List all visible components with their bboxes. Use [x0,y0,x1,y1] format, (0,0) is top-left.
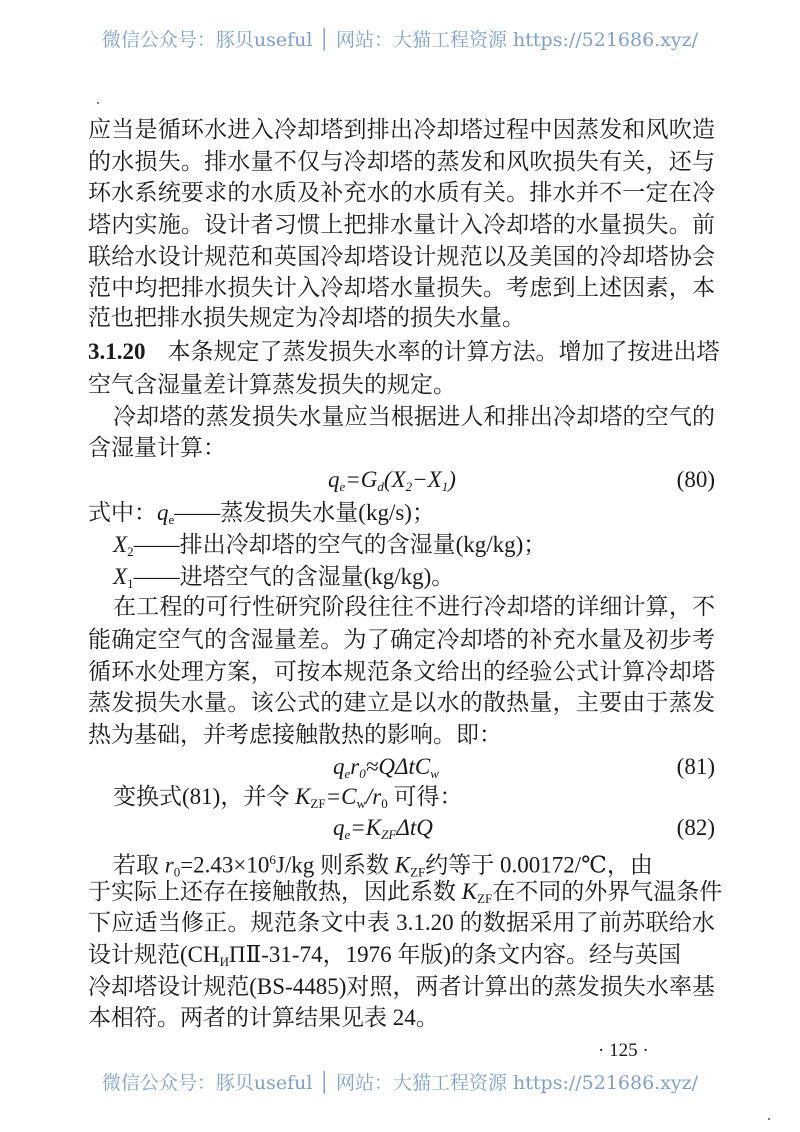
text-line: 于实际上还存在接触散热，因此系数 $K_{ZF}$在不同的外界气温条件 [88,879,723,906]
text-line: 冷却塔设计规范(BS-4485)对照，两者计算出的蒸发损失水率基 [88,974,715,999]
text-line: 蒸发损失水量。该公式的建立是以水的散热量，主要由于蒸发 [88,690,715,715]
text-line: 范也把排水损失规定为冷却塔的损失水量。 [88,305,525,330]
text-line: 能确定空气的含湿量差。为了确定冷却塔的补充水量及初步考 [88,627,715,652]
text-line: 设计规范($CH_И\Pi Ⅱ-31-74$，1976 年版)的条文内容。经与英国 [88,942,681,969]
text-line: 若取 $r_0=2.43\times 10^6J/kg$ 则系数 $K_{ZF}$约等于 0.00172/℃，由 [113,852,653,880]
text-line: 变换式(81)，并令 $K_{ZF}=C_w/r_0$ 可得： [113,784,463,811]
text-line: 空气含湿量差计算蒸发损失的规定。 [88,372,456,397]
scan-speck [768,1118,770,1120]
text-line: 含湿量计算： [88,435,226,460]
text-line: 在工程的可行性研究阶段往往不进行冷却塔的详细计算，不 [113,594,715,619]
section-text: 本条规定了蒸发损失水率的计算方法。增加了按进出塔 [167,339,720,364]
equation-82: $q_e=K_{ZF}\Delta tQ$ [333,815,433,842]
equation-81: $q_er_0\approx Q\Delta tC_w$ [333,754,439,781]
equation-number: (80) [676,467,715,492]
watermark-bottom: 微信公众号：豚贝useful │ 网站：大猫工程资源 https://521686.xyz/ [101,1072,699,1094]
text-line: 的水损失。排水量不仅与冷却塔的蒸发和风吹损失有关，还与 [88,149,715,174]
text-line: 应当是循环水进入冷却塔到排出冷却塔过程中因蒸发和风吹造 [88,117,715,142]
equation-number: (82) [676,815,715,840]
text-line: 本相符。两者的计算结果见表 24。 [88,1005,439,1030]
text-line: 热为基础，并考虑接触散热的影响。即： [88,722,502,747]
section-heading [88,338,720,366]
equation-number: (81) [676,754,715,779]
where-line: $X_2——$排出冷却塔的空气的含湿量(kg/kg)； [113,532,547,559]
page-number: · 125 · [598,1040,649,1061]
section-number: 3.1.20 [88,339,146,364]
scan-speck [97,102,99,104]
text-line: 冷却塔的蒸发损失水量应当根据进人和排出冷却塔的空气的 [113,404,715,429]
text-line: 范中均把排水损失计入冷却塔水量损失。考虑到上述因素，本 [88,275,715,300]
text-line: 下应适当修正。规范条文中表 3.1.20 的数据采用了前苏联给水 [88,910,715,935]
text-line: 联给水设计规范和英国冷却塔设计规范以及美国的冷却塔协会 [88,244,715,269]
text-line: 循环水处理方案，可按本规范条文给出的经验公式计算冷却塔 [88,659,715,684]
where-line: $X_1——$进塔空气的含湿量(kg/kg)。 [113,564,455,591]
watermark-top: 微信公众号：豚贝useful │ 网站：大猫工程资源 https://521686.xyz/ [101,29,699,51]
where-line: 式中：$q_e——$蒸发损失水量(kg/s)； [88,500,435,527]
text-line: 塔内实施。设计者习惯上把排水量计入冷却塔的水量损失。前 [88,212,715,237]
equation-80: $q_e=G_d(X_2-X_1)$ [328,467,456,494]
text-line: 环水系统要求的水质及补充水的水质有关。排水并不一定在冷 [88,180,715,205]
